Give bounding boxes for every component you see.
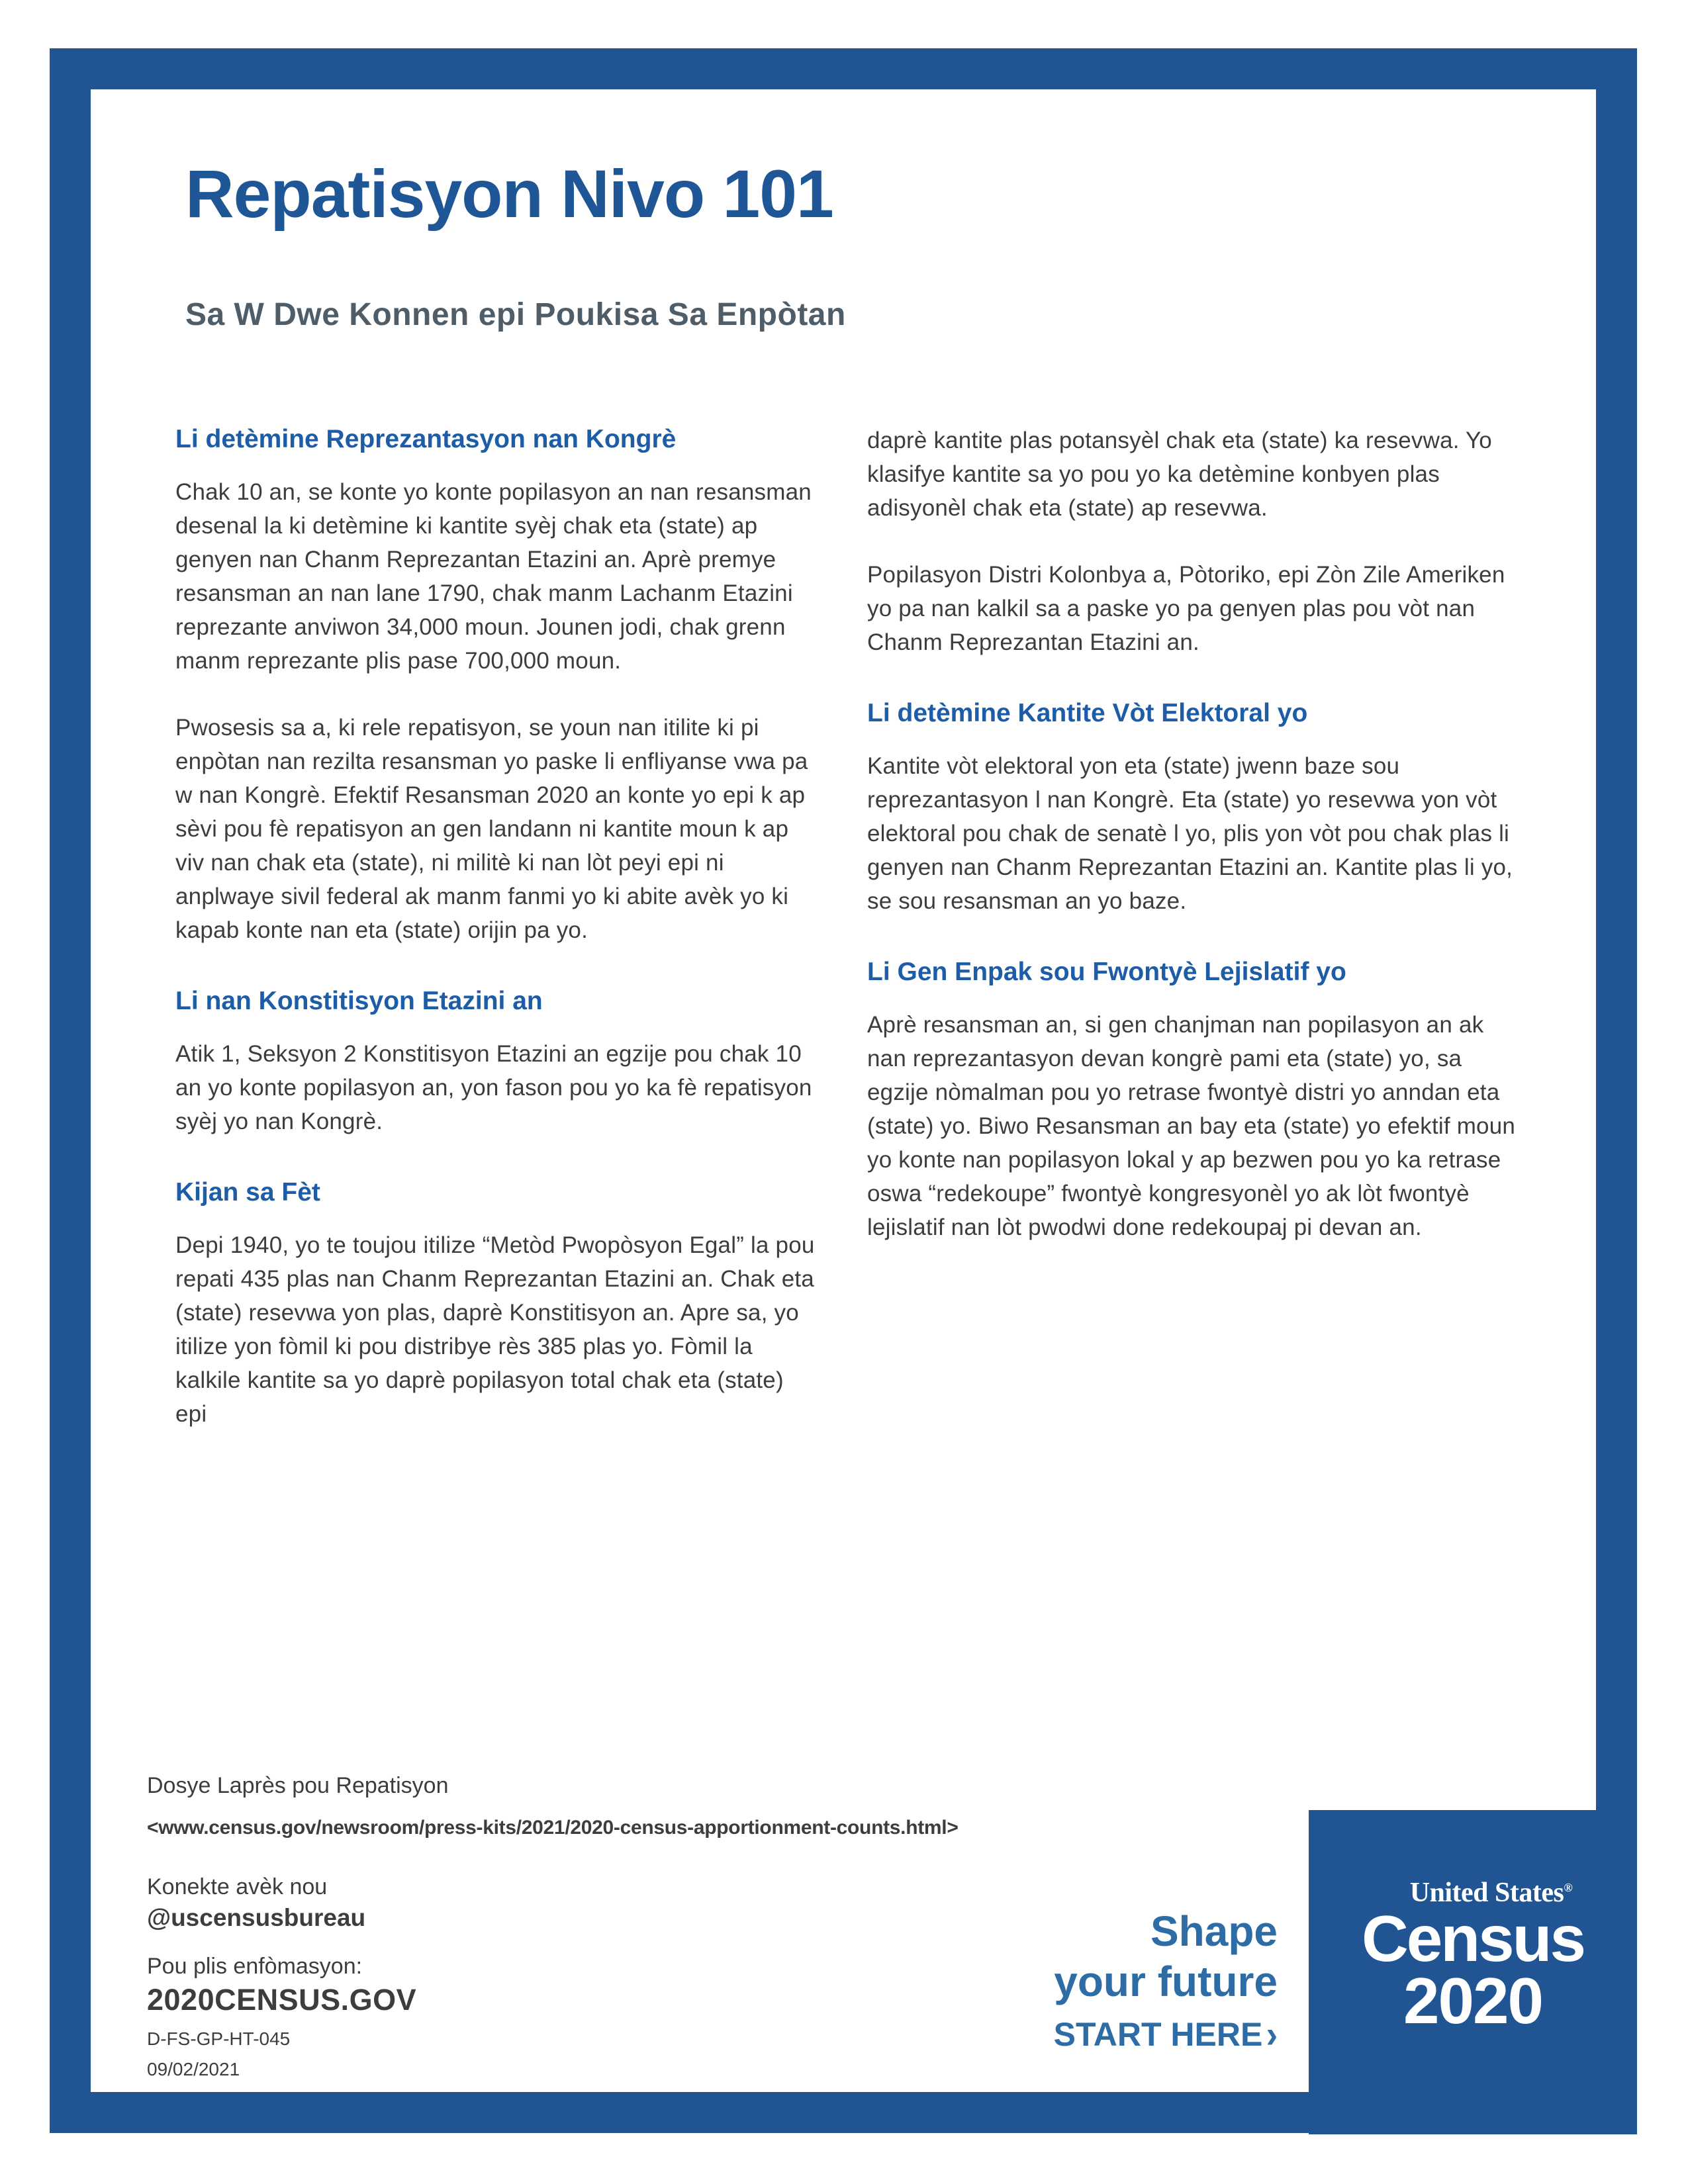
- press-kit-url-link[interactable]: <www.census.gov/newsroom/press-kits/2021/2020-census-apportionment-counts.html>: [147, 1817, 959, 1839]
- start-here-label: START HERE: [1053, 2016, 1263, 2053]
- section-heading-legislative-boundaries: Li Gen Enpak sou Fwontyè Lejislatif yo: [867, 958, 1346, 986]
- tagline-line-2: your future: [1054, 1958, 1278, 2005]
- document-date: 09/02/2021: [147, 2059, 240, 2079]
- logo-year-text: 2020: [1403, 1964, 1542, 2037]
- section-heading-congress-representation: Li detèmine Reprezantasyon nan Kongrè: [175, 425, 677, 453]
- census-website-link[interactable]: 2020CENSUS.GOV: [147, 1983, 417, 2017]
- body-paragraph: Depi 1940, yo te toujou itilize “Metòd Pwopòsyon Egal” la pou repati 435 plas nan Chanm Reprezantan Etazini an. Chak eta (state) resevwa yon plas, daprè Konstitisyon an. Apre sa, yo itilize yon fòmil ki pou distribye rès 385 plas yo. Fòmil la kalkile kantite sa yo daprè popilasyon total chak eta (state) epi: [175, 1232, 815, 1427]
- content-columns: [175, 424, 1523, 1464]
- body-paragraph: Atik 1, Seksyon 2 Konstitisyon Etazini an egzije pou chak 10 an yo konte popilasyon an, yon fason pou yo ka fè repatisyon syèj yo nan Kongrè.: [175, 1041, 812, 1134]
- tagline-line-1: Shape: [1150, 1907, 1278, 1955]
- body-paragraph: daprè kantite plas potansyèl chak eta (state) ka resevwa. Yo klasifye kantite sa yo pou yo ka detèmine konbyen plas adisyonèl chak eta (state) ap resevwa.: [867, 428, 1492, 521]
- chevron-right-icon: ›: [1266, 2013, 1278, 2056]
- social-handle-link[interactable]: @uscensusbureau: [147, 1904, 366, 1931]
- body-paragraph: Popilasyon Distri Kolonbya a, Pòtoriko, epi Zòn Zile Ameriken yo pa nan kalkil sa a paske yo pa genyen plas pou vòt nan Chanm Reprezantan Etazini an.: [867, 562, 1505, 655]
- census-2020-logo: [1309, 1810, 1637, 2134]
- press-kit-label: Dosye Laprès pou Repatisyon: [147, 1773, 449, 1798]
- right-column: [867, 424, 1523, 1464]
- body-paragraph: Pwosesis sa a, ki rele repatisyon, se youn nan itilite ki pi enpòtan nan rezilta resansman yo paske li enfliyanse vwa pa w nan Kongrè. Efektif Resansman 2020 an konte yo epi k ap sèvi pou fè repatisyon an gen landann ni kantite moun k ap viv nan chak eta (state), ni militè ki nan lòt peyi epi ni anplwaye sivil federal ak manm fanmi yo ki abite avèk yo ki kapab konte nan eta (state) orijin pa yo.: [175, 715, 808, 943]
- shape-your-future-tagline: [827, 1906, 1278, 2054]
- logo-united-states-text: United States®: [1409, 1878, 1573, 1908]
- start-here-cta[interactable]: [827, 2015, 1278, 2054]
- body-paragraph: Kantite vòt elektoral yon eta (state) jwenn baze sou reprezantasyon l nan Kongrè. Eta (state) yo resevwa yon vòt elektoral pou chak de senatè l yo, plis yon vòt pou chak plas li genyen nan Chanm Reprezantan Etazini an. Kantite plas li yo, se sou resansman an yo baze.: [867, 753, 1513, 914]
- body-paragraph: Aprè resansman an, si gen chanjman nan popilasyon an ak nan reprezantasyon devan kongrè pami eta (state) yo, sa egzije nòmalman pou yo retrase fwontyè distri yo anndan eta (state) yo. Biwo Resansman an bay eta (state) yo efektif moun yo konte nan popilasyon lokal y ap bezwen pou yo ka retrase oswa “redekoupe” fwontyè kongresyonèl yo ak lòt fwontyè lejislatif nan lòt pwodwi done redekoupaj pi devan an.: [867, 1012, 1516, 1240]
- registered-mark-icon: ®: [1564, 1881, 1573, 1894]
- body-paragraph: Chak 10 an, se konte yo konte popilasyon an nan resansman desenal la ki detèmine ki kantite syèj chak eta (state) ap genyen nan Chanm Reprezantan Etazini an. Aprè premye resansman an nan lane 1790, chak manm Lachanm Etazini reprezante anviwon 34,000 moun. Jounen jodi, chak grenn manm reprezante plis pase 700,000 moun.: [175, 479, 812, 674]
- more-info-label: Pou plis enfòmasyon:: [147, 1954, 363, 1979]
- masthead: [185, 158, 846, 333]
- logo-census-text: Census: [1361, 1902, 1584, 1975]
- document-id: D-FS-GP-HT-045: [147, 2028, 291, 2049]
- page-title: Repatisyon Nivo 101: [185, 156, 833, 232]
- section-heading-electoral-votes: Li detèmine Kantite Vòt Elektoral yo: [867, 699, 1308, 727]
- section-heading-constitution: Li nan Konstitisyon Etazini an: [175, 987, 543, 1015]
- page-subtitle: Sa W Dwe Konnen epi Poukisa Sa Enpòtan: [185, 297, 846, 333]
- section-heading-how-it-works: Kijan sa Fèt: [175, 1178, 320, 1206]
- left-column: [175, 424, 821, 1464]
- connect-label: Konekte avèk nou: [147, 1874, 328, 1899]
